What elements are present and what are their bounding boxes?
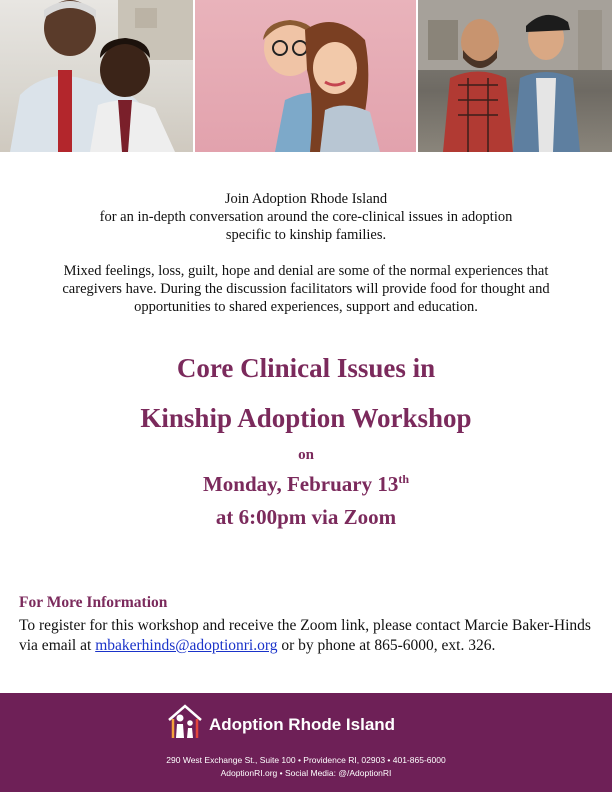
description-line: Mixed feelings, loss, guilt, hope and denial are some of the normal experiences that xyxy=(63,263,549,279)
workshop-date-suffix: th xyxy=(398,472,410,486)
description-line: opportunities to shared experiences, support and education. xyxy=(134,299,478,315)
footer-banner xyxy=(0,693,612,792)
intro-block xyxy=(0,190,612,244)
workshop-on-label: on xyxy=(298,447,314,463)
more-info-heading: For More Information xyxy=(19,594,168,611)
contact-email-link[interactable]: mbakerhinds@adoptionri.org xyxy=(95,636,278,654)
two-men-workshop-photo xyxy=(418,0,612,152)
intro-line: Join Adoption Rhode Island xyxy=(224,191,388,207)
description-paragraph xyxy=(0,262,612,316)
mother-and-child-photo xyxy=(195,0,416,152)
header-photo-strip xyxy=(0,0,612,152)
house-family-logo-icon xyxy=(165,702,205,742)
org-name: Adoption Rhode Island xyxy=(209,715,396,734)
more-info-text-before: To register for this workshop and receive the Zoom link, please contact Marcie Baker-Hinds via email at xyxy=(19,617,591,654)
workshop-time: at 6:00pm via Zoom xyxy=(215,505,397,529)
org-web-social: AdoptionRI.org • Social Media: @/AdoptionRI xyxy=(220,768,392,778)
org-address: 290 West Exchange St., Suite 100 • Providence RI, 02903 • 401-865-6000 xyxy=(166,755,446,765)
workshop-date-text: Monday, February 13 xyxy=(202,472,399,496)
grandfather-and-grandson-photo xyxy=(0,0,193,152)
intro-line: for an in-depth conversation around the core-clinical issues in adoption xyxy=(99,209,513,225)
workshop-title-line-1: Core Clinical Issues in xyxy=(176,353,436,383)
description-line: caregivers have. During the discussion facilitators will provide food for thought and xyxy=(62,281,550,297)
more-info-text-after: or by phone at 865-6000, ext. 326. xyxy=(277,636,496,654)
workshop-date xyxy=(0,472,612,497)
workshop-title-line-2: Kinship Adoption Workshop xyxy=(140,403,472,433)
intro-line: specific to kinship families. xyxy=(225,227,387,243)
more-info-text xyxy=(19,616,594,655)
